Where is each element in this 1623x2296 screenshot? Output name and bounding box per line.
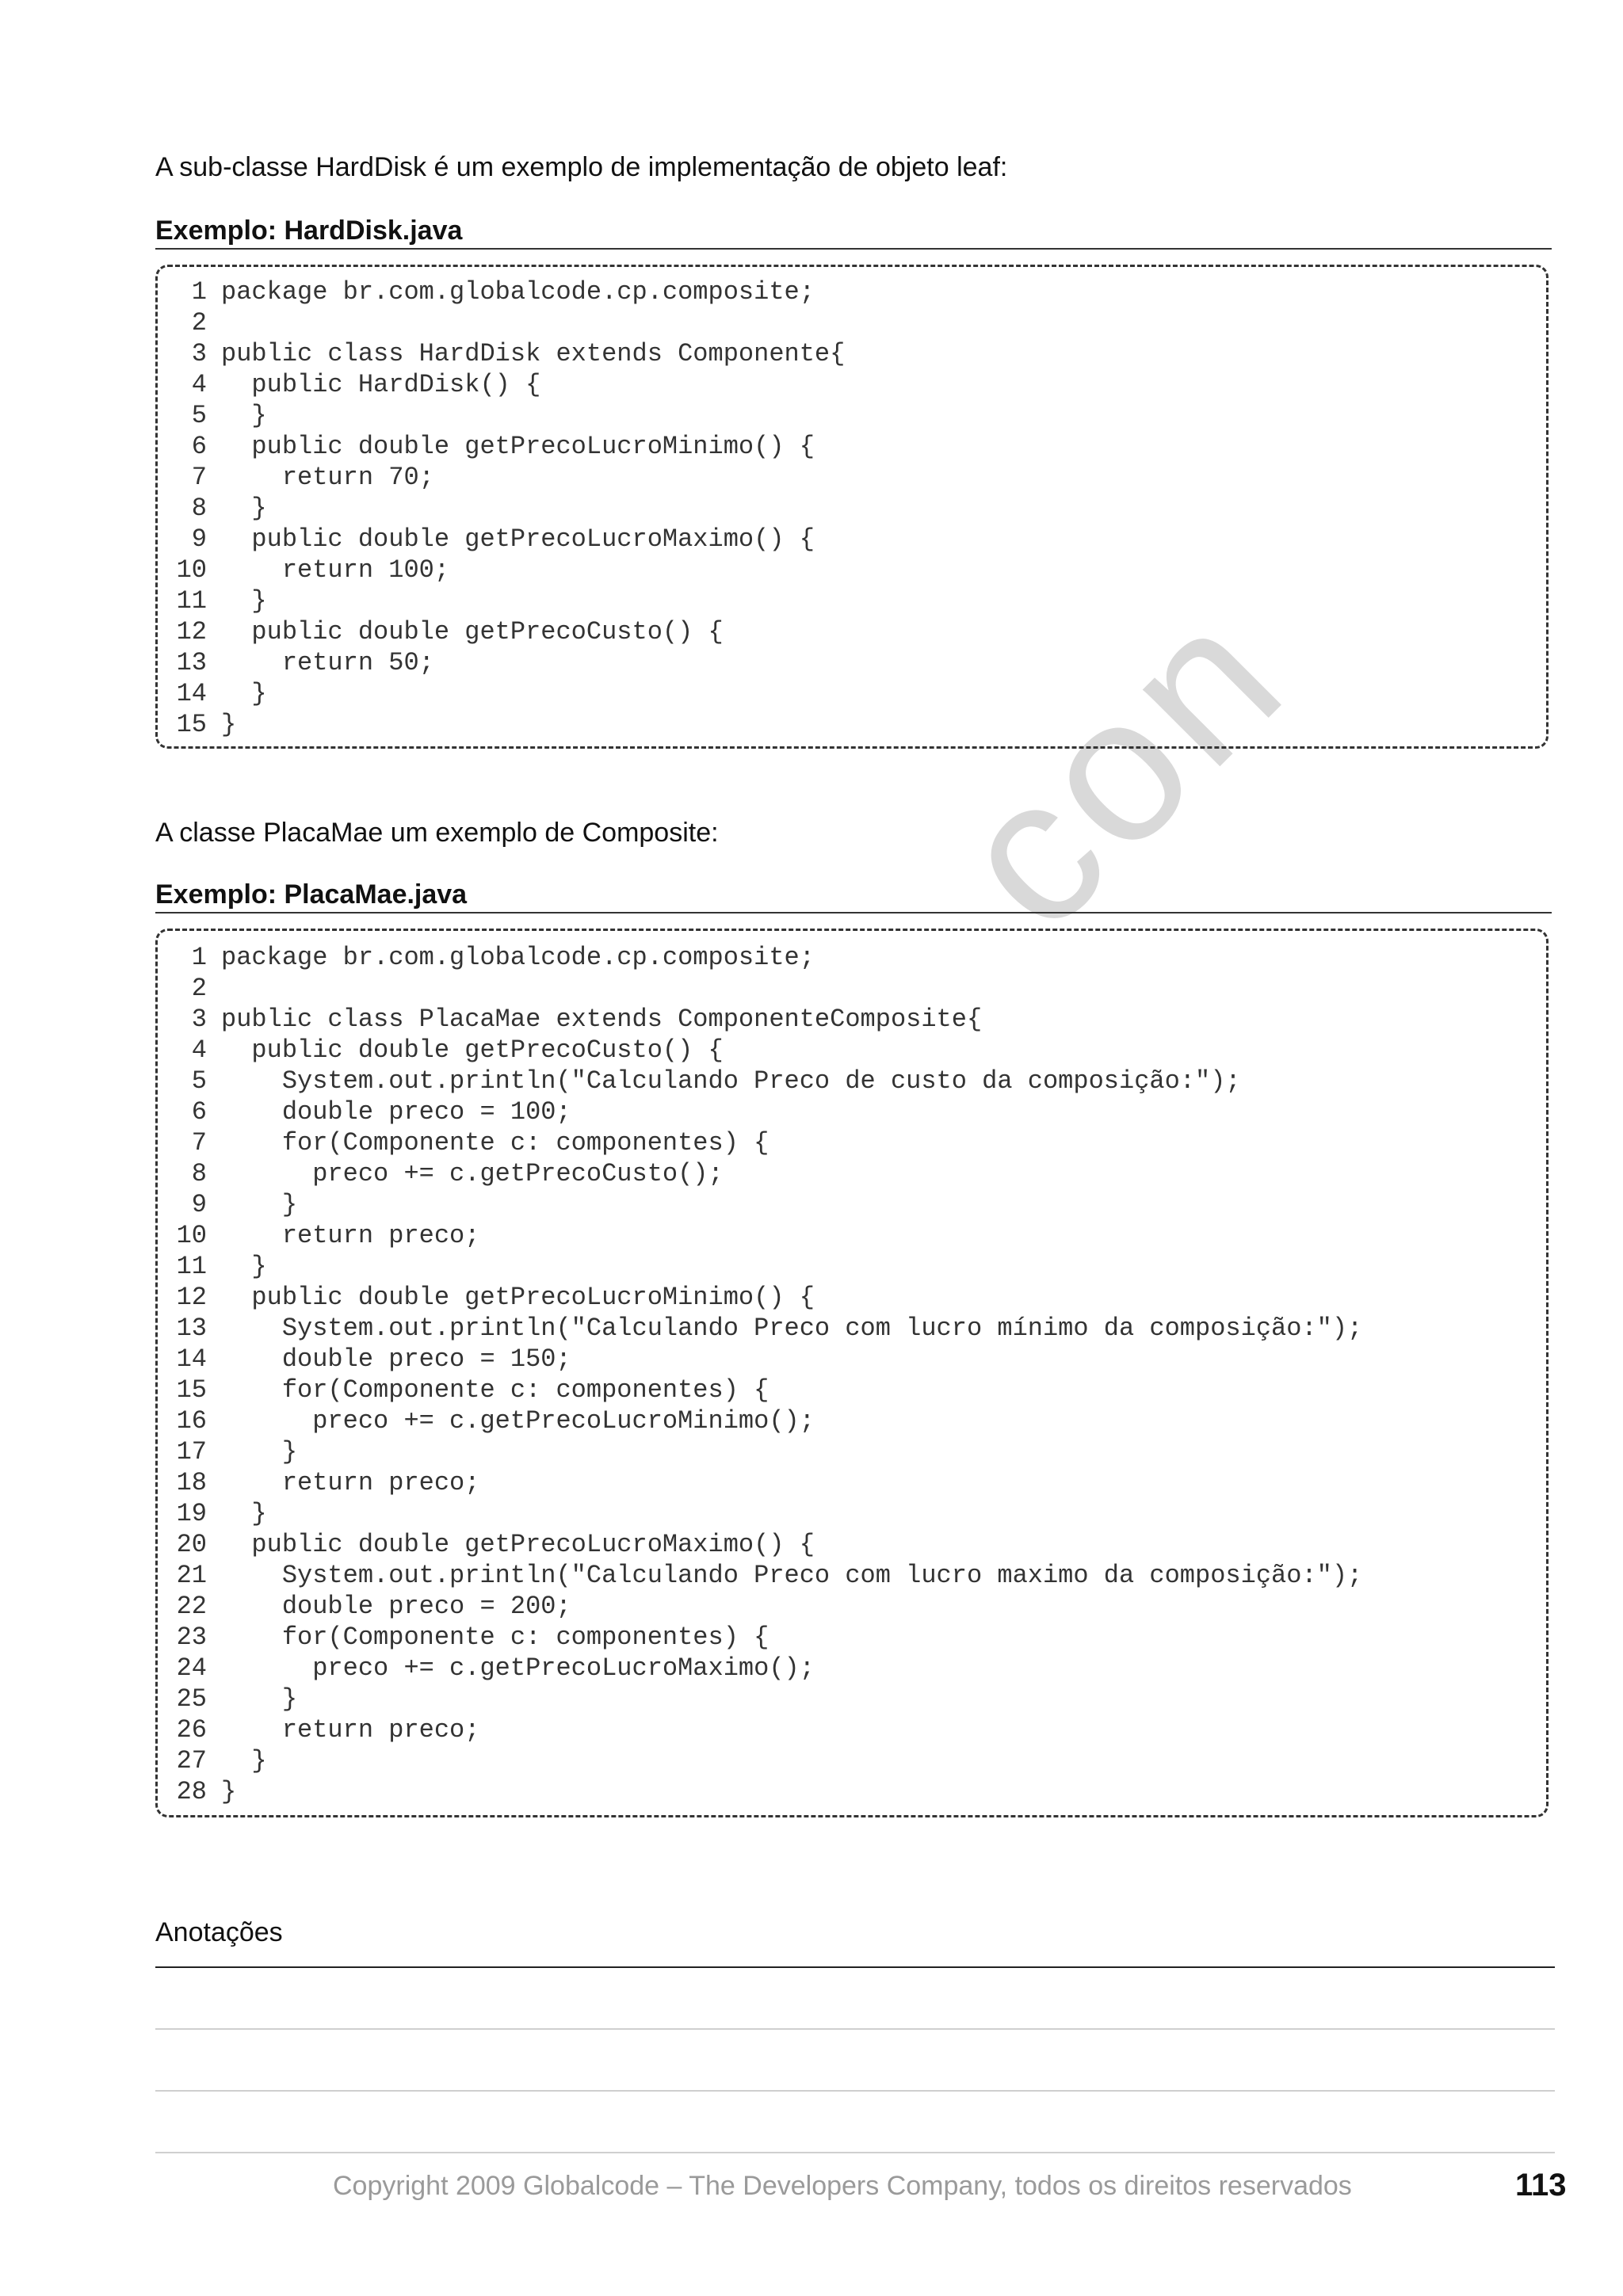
line-number: 7 (191, 1128, 207, 1158)
code-line (158, 678, 1546, 709)
code-text: double preco = 100; (221, 1097, 571, 1127)
code-line (158, 1684, 1546, 1714)
code-text: } (221, 1684, 298, 1714)
line-number: 18 (176, 1468, 207, 1497)
code-line (158, 307, 1546, 338)
code-line (158, 1529, 1546, 1560)
code-line (158, 1622, 1546, 1653)
line-number: 2 (191, 308, 207, 338)
line-number: 17 (176, 1437, 207, 1466)
line-number: 22 (176, 1592, 207, 1621)
code-text: public double getPrecoLucroMaximo() { (221, 524, 815, 554)
line-number: 5 (191, 401, 207, 430)
code-line (158, 431, 1546, 462)
line-number: 12 (176, 1283, 207, 1312)
code-text (207, 974, 221, 1003)
code-text: return 70; (221, 463, 434, 492)
code-text: } (221, 1190, 298, 1219)
watermark: con (913, 559, 1328, 973)
code-line (158, 1375, 1546, 1405)
code-text: } (221, 1746, 267, 1775)
code-line (158, 1591, 1546, 1622)
line-number: 12 (176, 617, 207, 646)
line-number: 13 (176, 1314, 207, 1343)
code-line (158, 1653, 1546, 1684)
code-line (158, 1714, 1546, 1745)
notes-rule-main (155, 1966, 1555, 1968)
line-number: 21 (176, 1561, 207, 1590)
placamae-code-block (155, 929, 1549, 1817)
code-text: public double getPrecoCusto() { (221, 617, 724, 646)
code-line (158, 555, 1546, 585)
line-number: 6 (191, 1097, 207, 1127)
code-line (158, 1097, 1546, 1127)
code-line (158, 400, 1546, 431)
code-line (158, 1004, 1546, 1035)
code-line (158, 1498, 1546, 1529)
line-number: 2 (191, 974, 207, 1003)
line-number: 19 (176, 1499, 207, 1528)
line-number: 25 (176, 1684, 207, 1714)
code-line (158, 1313, 1546, 1344)
code-text: } (221, 1437, 298, 1466)
line-number: 16 (176, 1406, 207, 1436)
code-line (158, 942, 1546, 973)
code-text: preco += c.getPrecoLucroMinimo(); (221, 1406, 815, 1436)
code-text: return 50; (221, 648, 434, 677)
code-line (158, 1560, 1546, 1591)
code-text: } (221, 401, 267, 430)
code-line (158, 1405, 1546, 1436)
code-line (158, 277, 1546, 307)
code-line (158, 1745, 1546, 1776)
code-line (158, 1251, 1546, 1282)
line-number: 15 (176, 1375, 207, 1405)
line-number: 15 (176, 710, 207, 739)
section2-title: Exemplo: PlacaMae.java (155, 879, 1552, 913)
line-number: 3 (191, 1005, 207, 1034)
code-text: public double getPrecoLucroMinimo() { (221, 432, 815, 461)
code-text (207, 308, 221, 338)
code-line (158, 1189, 1546, 1220)
code-text: public double getPrecoLucroMinimo() { (221, 1283, 815, 1312)
code-text: return preco; (221, 1715, 480, 1745)
code-text: preco += c.getPrecoLucroMaximo(); (221, 1653, 815, 1683)
code-text: for(Componente c: componentes) { (221, 1375, 769, 1405)
code-text: return preco; (221, 1468, 480, 1497)
line-number: 1 (191, 943, 207, 972)
footer-copyright: Copyright 2009 Globalcode – The Developers Company, todos os direitos reservados (333, 2171, 1352, 2201)
code-text: preco += c.getPrecoCusto(); (221, 1159, 724, 1188)
notes-label: Anotações (155, 1917, 283, 1947)
code-line (158, 616, 1546, 647)
code-line (158, 1282, 1546, 1313)
code-text: } (221, 679, 267, 708)
line-number: 1 (191, 277, 207, 307)
code-text: System.out.println("Calculando Preco de custo da composição:"); (221, 1066, 1241, 1096)
code-text: System.out.println("Calculando Preco com lucro mínimo da composição:"); (221, 1314, 1363, 1343)
code-line (158, 709, 1546, 740)
line-number: 11 (176, 586, 207, 616)
line-number: 9 (191, 1190, 207, 1219)
code-text: return 100; (221, 555, 450, 585)
code-text: public double getPrecoLucroMaximo() { (221, 1530, 815, 1559)
line-number: 10 (176, 1221, 207, 1250)
section1-intro: A sub-classe HardDisk é um exemplo de implementação de objeto leaf: (155, 152, 1008, 182)
code-line (158, 647, 1546, 678)
code-text: } (221, 710, 237, 739)
line-number: 24 (176, 1653, 207, 1683)
code-text: } (221, 1252, 267, 1281)
code-text: public class HardDisk extends Componente{ (221, 339, 846, 368)
code-line (158, 1467, 1546, 1498)
line-number: 11 (176, 1252, 207, 1281)
code-text: } (221, 1777, 237, 1806)
line-number: 4 (191, 370, 207, 399)
code-text: } (221, 494, 267, 523)
code-text: public HardDisk() { (221, 370, 541, 399)
code-text: return preco; (221, 1221, 480, 1250)
code-text: } (221, 586, 267, 616)
code-line (158, 1436, 1546, 1467)
harddisk-code-block (155, 265, 1549, 749)
line-number: 26 (176, 1715, 207, 1745)
line-number: 6 (191, 432, 207, 461)
code-text: package br.com.globalcode.cp.composite; (221, 943, 815, 972)
line-number: 23 (176, 1623, 207, 1652)
code-text: for(Componente c: componentes) { (221, 1623, 769, 1652)
code-line (158, 1158, 1546, 1189)
line-number: 8 (191, 1159, 207, 1188)
code-line (158, 1344, 1546, 1375)
line-number: 4 (191, 1035, 207, 1065)
line-number: 20 (176, 1530, 207, 1559)
code-text: for(Componente c: componentes) { (221, 1128, 769, 1158)
code-text: public class PlacaMae extends ComponenteComposite{ (221, 1005, 983, 1034)
line-number: 27 (176, 1746, 207, 1775)
line-number: 9 (191, 524, 207, 554)
code-text: } (221, 1499, 267, 1528)
code-line (158, 524, 1546, 555)
notes-rule (155, 2090, 1555, 2092)
code-text: double preco = 200; (221, 1592, 571, 1621)
line-number: 14 (176, 1344, 207, 1374)
code-line (158, 973, 1546, 1004)
code-line (158, 1776, 1546, 1807)
code-line (158, 338, 1546, 369)
code-line (158, 369, 1546, 400)
page-number: 113 (1515, 2168, 1567, 2203)
line-number: 5 (191, 1066, 207, 1096)
line-number: 8 (191, 494, 207, 523)
code-line (158, 1066, 1546, 1097)
code-line (158, 462, 1546, 493)
code-text: package br.com.globalcode.cp.composite; (221, 277, 815, 307)
code-line (158, 493, 1546, 524)
line-number: 3 (191, 339, 207, 368)
notes-rule (155, 2152, 1555, 2153)
notes-rule (155, 2028, 1555, 2030)
line-number: 7 (191, 463, 207, 492)
line-number: 13 (176, 648, 207, 677)
code-text: double preco = 150; (221, 1344, 571, 1374)
section2-intro: A classe PlacaMae um exemplo de Composite: (155, 818, 719, 848)
line-number: 10 (176, 555, 207, 585)
code-line (158, 1220, 1546, 1251)
code-line (158, 1035, 1546, 1066)
code-line (158, 1127, 1546, 1158)
line-number: 14 (176, 679, 207, 708)
code-text: System.out.println("Calculando Preco com lucro maximo da composição:"); (221, 1561, 1363, 1590)
code-text: public double getPrecoCusto() { (221, 1035, 724, 1065)
line-number: 28 (176, 1777, 207, 1806)
section1-title: Exemplo: HardDisk.java (155, 215, 1552, 250)
code-line (158, 585, 1546, 616)
